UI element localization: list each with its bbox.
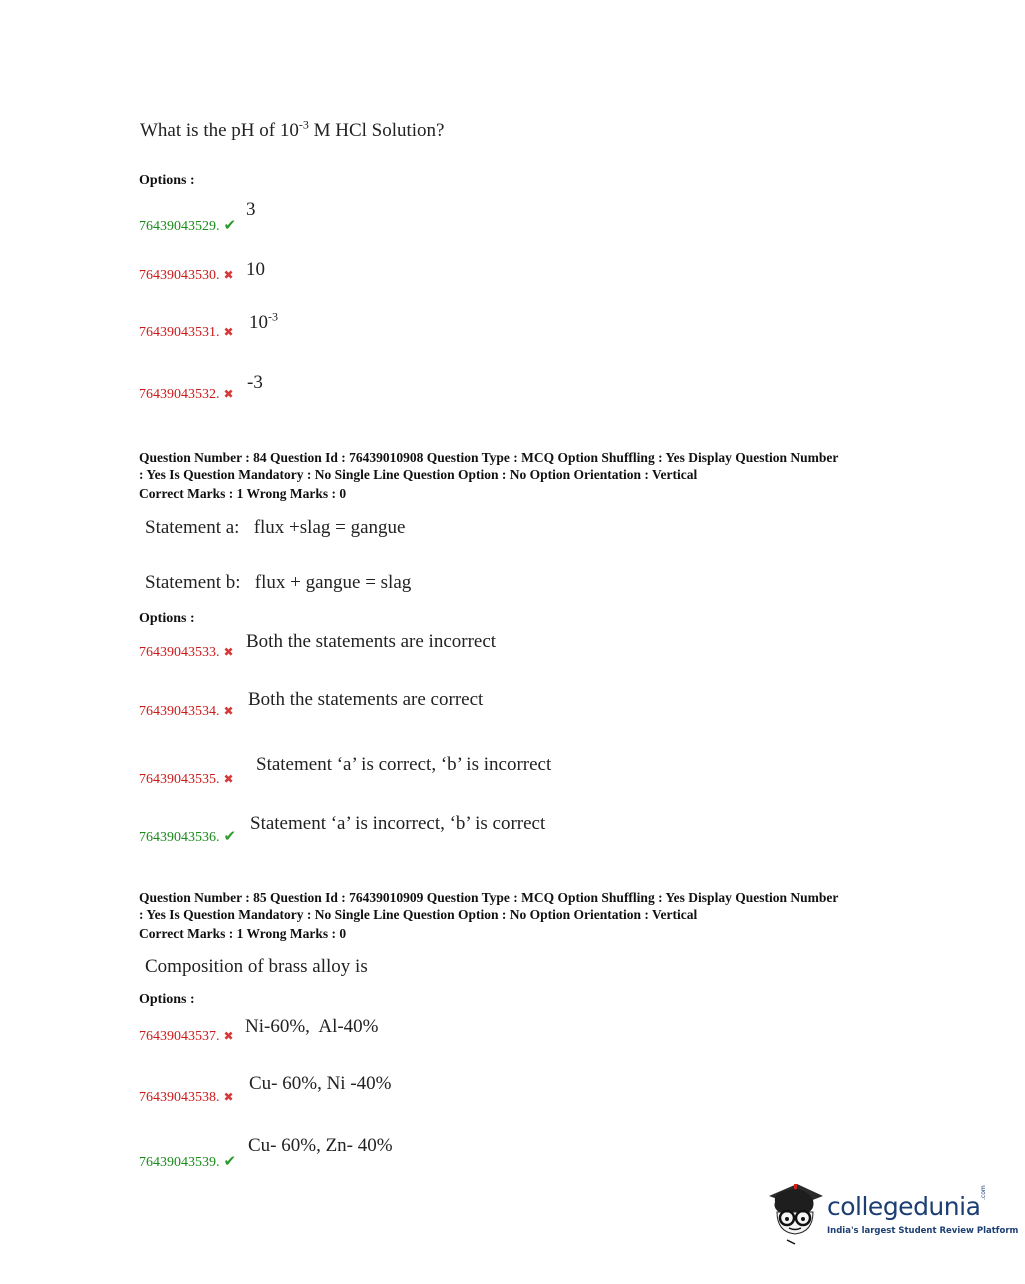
- option-id: [139, 1090, 234, 1106]
- option-id: [139, 216, 236, 235]
- option-id-text: 76439043536.: [139, 830, 220, 845]
- option-id: [139, 268, 234, 284]
- option-text: Both the statements are correct: [248, 689, 484, 710]
- cross-icon: ✖: [223, 1090, 234, 1104]
- option-id: [139, 1152, 236, 1171]
- option-id-text: 76439043532.: [139, 387, 220, 402]
- meta-line: : Yes Is Question Mandatory : No Single Line Question Option : No Option Orientation : Vertical: [139, 467, 698, 482]
- check-icon: ✔: [223, 218, 237, 234]
- option-text: Statement ‘a’ is incorrect, ‘b’ is correct: [250, 813, 546, 834]
- option-id-text: 76439043530.: [139, 268, 220, 283]
- meta-line: : Yes Is Question Mandatory : No Single Line Question Option : No Option Orientation : Vertical: [139, 907, 698, 922]
- logo-wordmark: collegedunia: [827, 1192, 981, 1221]
- question-meta: [139, 449, 899, 502]
- option-text: Cu- 60%, Zn- 40%: [248, 1135, 393, 1156]
- cross-icon: ✖: [223, 325, 234, 339]
- option-id-text: 76439043537.: [139, 1029, 220, 1044]
- question-meta: [139, 889, 899, 942]
- option-text: Cu- 60%, Ni -40%: [249, 1073, 392, 1094]
- statement-b: Statement b: flux + gangue = slag: [145, 572, 412, 593]
- option-id-text: 76439043531.: [139, 325, 220, 340]
- options-label: Options :: [139, 173, 195, 188]
- question-text: Composition of brass alloy is: [145, 956, 368, 977]
- option-id-text: 76439043533.: [139, 645, 220, 660]
- option-id-text: 76439043529.: [139, 219, 220, 234]
- logo-dotcom: .com: [980, 1185, 987, 1200]
- option-id: [139, 772, 234, 788]
- marks-line: Correct Marks : 1 Wrong Marks : 0: [139, 926, 347, 941]
- cross-icon: ✖: [223, 704, 234, 718]
- option-text: [249, 309, 278, 334]
- option-id: [139, 645, 234, 661]
- cross-icon: ✖: [223, 268, 234, 282]
- cross-icon: ✖: [223, 645, 234, 659]
- meta-line: Question Number : 85 Question Id : 76439010909 Question Type : MCQ Option Shuffling : Yes Display Question Number: [139, 890, 839, 905]
- check-icon: ✔: [223, 1154, 237, 1170]
- option-id: [139, 387, 234, 403]
- check-icon: ✔: [223, 829, 237, 845]
- superscript: -3: [268, 309, 278, 324]
- cross-icon: ✖: [223, 387, 234, 401]
- meta-line: Question Number : 84 Question Id : 76439010908 Question Type : MCQ Option Shuffling : Yes Display Question Number: [139, 450, 839, 465]
- statement-a: Statement a: flux +slag = gangue: [145, 517, 406, 538]
- options-label: Options :: [139, 611, 195, 626]
- option-text: Ni-60%, Al-40%: [245, 1016, 379, 1037]
- option-text-base: 10: [249, 312, 268, 333]
- cross-icon: ✖: [223, 772, 234, 786]
- logo-tagline: India's largest Student Review Platform: [827, 1226, 1019, 1236]
- question-text: [140, 117, 445, 142]
- student-mascot-icon: [765, 1178, 825, 1248]
- superscript: -3: [298, 117, 309, 132]
- marks-line: Correct Marks : 1 Wrong Marks : 0: [139, 486, 347, 501]
- options-label: Options :: [139, 992, 195, 1007]
- cross-icon: ✖: [223, 1029, 234, 1043]
- option-id: [139, 325, 234, 341]
- option-text: 3: [246, 199, 256, 220]
- option-id: [139, 827, 236, 846]
- option-text: Both the statements are incorrect: [246, 631, 497, 652]
- option-id: [139, 1029, 234, 1045]
- option-text: 10: [246, 259, 265, 280]
- option-id: [139, 704, 234, 720]
- option-text: Statement ‘a’ is correct, ‘b’ is incorrect: [256, 754, 552, 775]
- option-id-text: 76439043538.: [139, 1090, 220, 1105]
- option-id-text: 76439043534.: [139, 704, 220, 719]
- collegedunia-logo: [765, 1178, 1019, 1248]
- option-text: -3: [247, 372, 263, 393]
- question-text-part: M HCl Solution?: [308, 120, 445, 141]
- question-text-part: What is the pH of 10: [140, 120, 299, 141]
- option-id-text: 76439043535.: [139, 772, 220, 787]
- option-id-text: 76439043539.: [139, 1155, 220, 1170]
